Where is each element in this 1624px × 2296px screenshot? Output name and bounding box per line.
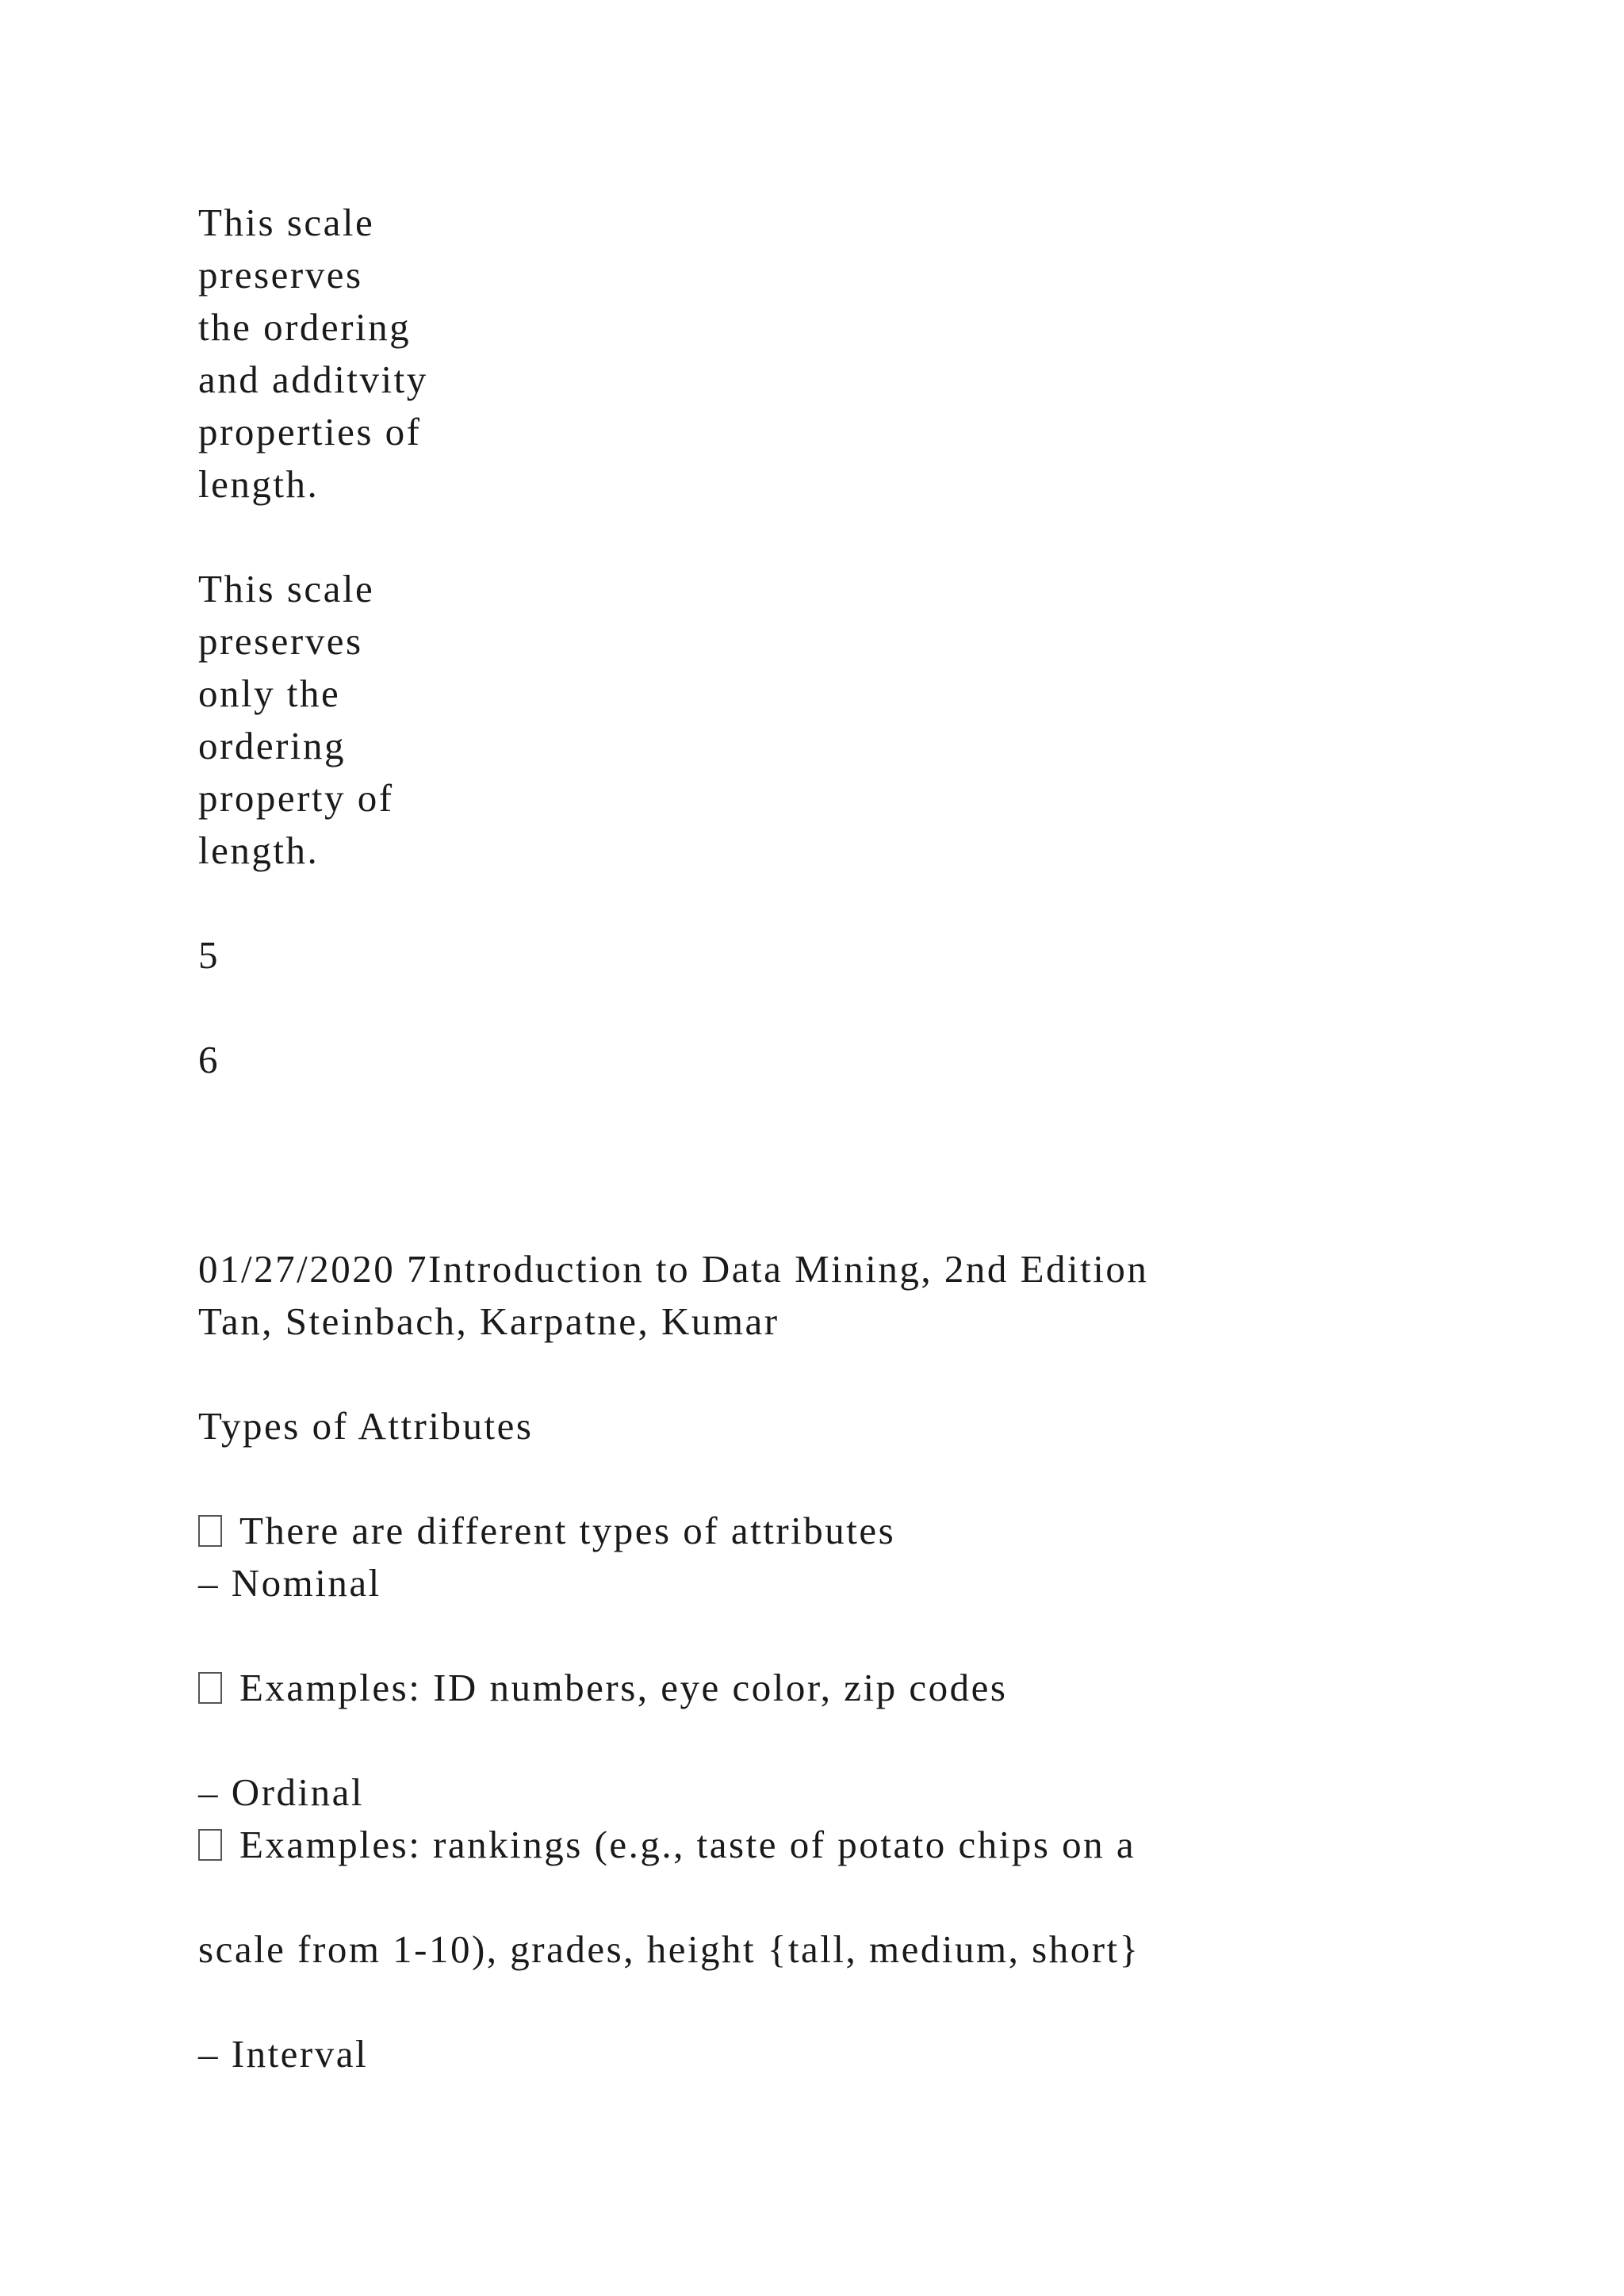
sub-heading-ordinal: – Ordinal [198, 1770, 364, 1814]
sub-heading-interval: – Interval [198, 2032, 369, 2076]
block2-line: property of [198, 776, 394, 820]
block1-line: preserves [198, 253, 363, 297]
bullet-line [198, 1819, 1136, 1871]
footer-line: Tan, Steinbach, Karpatne, Kumar [198, 1299, 779, 1343]
slide-number: 5 [198, 933, 220, 977]
block1-line: This scale [198, 201, 375, 244]
section-title: Types of Attributes [198, 1404, 534, 1448]
block1-line: length. [198, 462, 320, 506]
bullet-line [198, 1505, 895, 1557]
bullet-line [198, 1662, 1007, 1714]
bullet-text: There are different types of attributes [239, 1509, 896, 1552]
block2-line: preserves [198, 619, 363, 663]
block1-line: the ordering [198, 305, 412, 349]
bullet-text: Examples: rankings (e.g., taste of potato chips on a [239, 1823, 1136, 1866]
block1-line: properties of [198, 410, 422, 453]
missing-glyph-box-icon [198, 1515, 222, 1547]
missing-glyph-box-icon [198, 1829, 222, 1861]
slide-number: 6 [198, 1038, 220, 1081]
block2-line: ordering [198, 724, 346, 767]
block2-line: only the [198, 672, 341, 715]
block2-line: length. [198, 828, 320, 872]
sub-heading-nominal: – Nominal [198, 1561, 381, 1605]
bullet-text: Examples: ID numbers, eye color, zip codes [239, 1666, 1008, 1709]
missing-glyph-box-icon [198, 1672, 222, 1704]
continuation-line: scale from 1-10), grades, height {tall, medium, short} [198, 1927, 1140, 1971]
footer-line: 01/27/2020 7Introduction to Data Mining, 2nd Edition [198, 1247, 1149, 1291]
block1-line: and additvity [198, 358, 428, 401]
block2-line: This scale [198, 567, 375, 610]
